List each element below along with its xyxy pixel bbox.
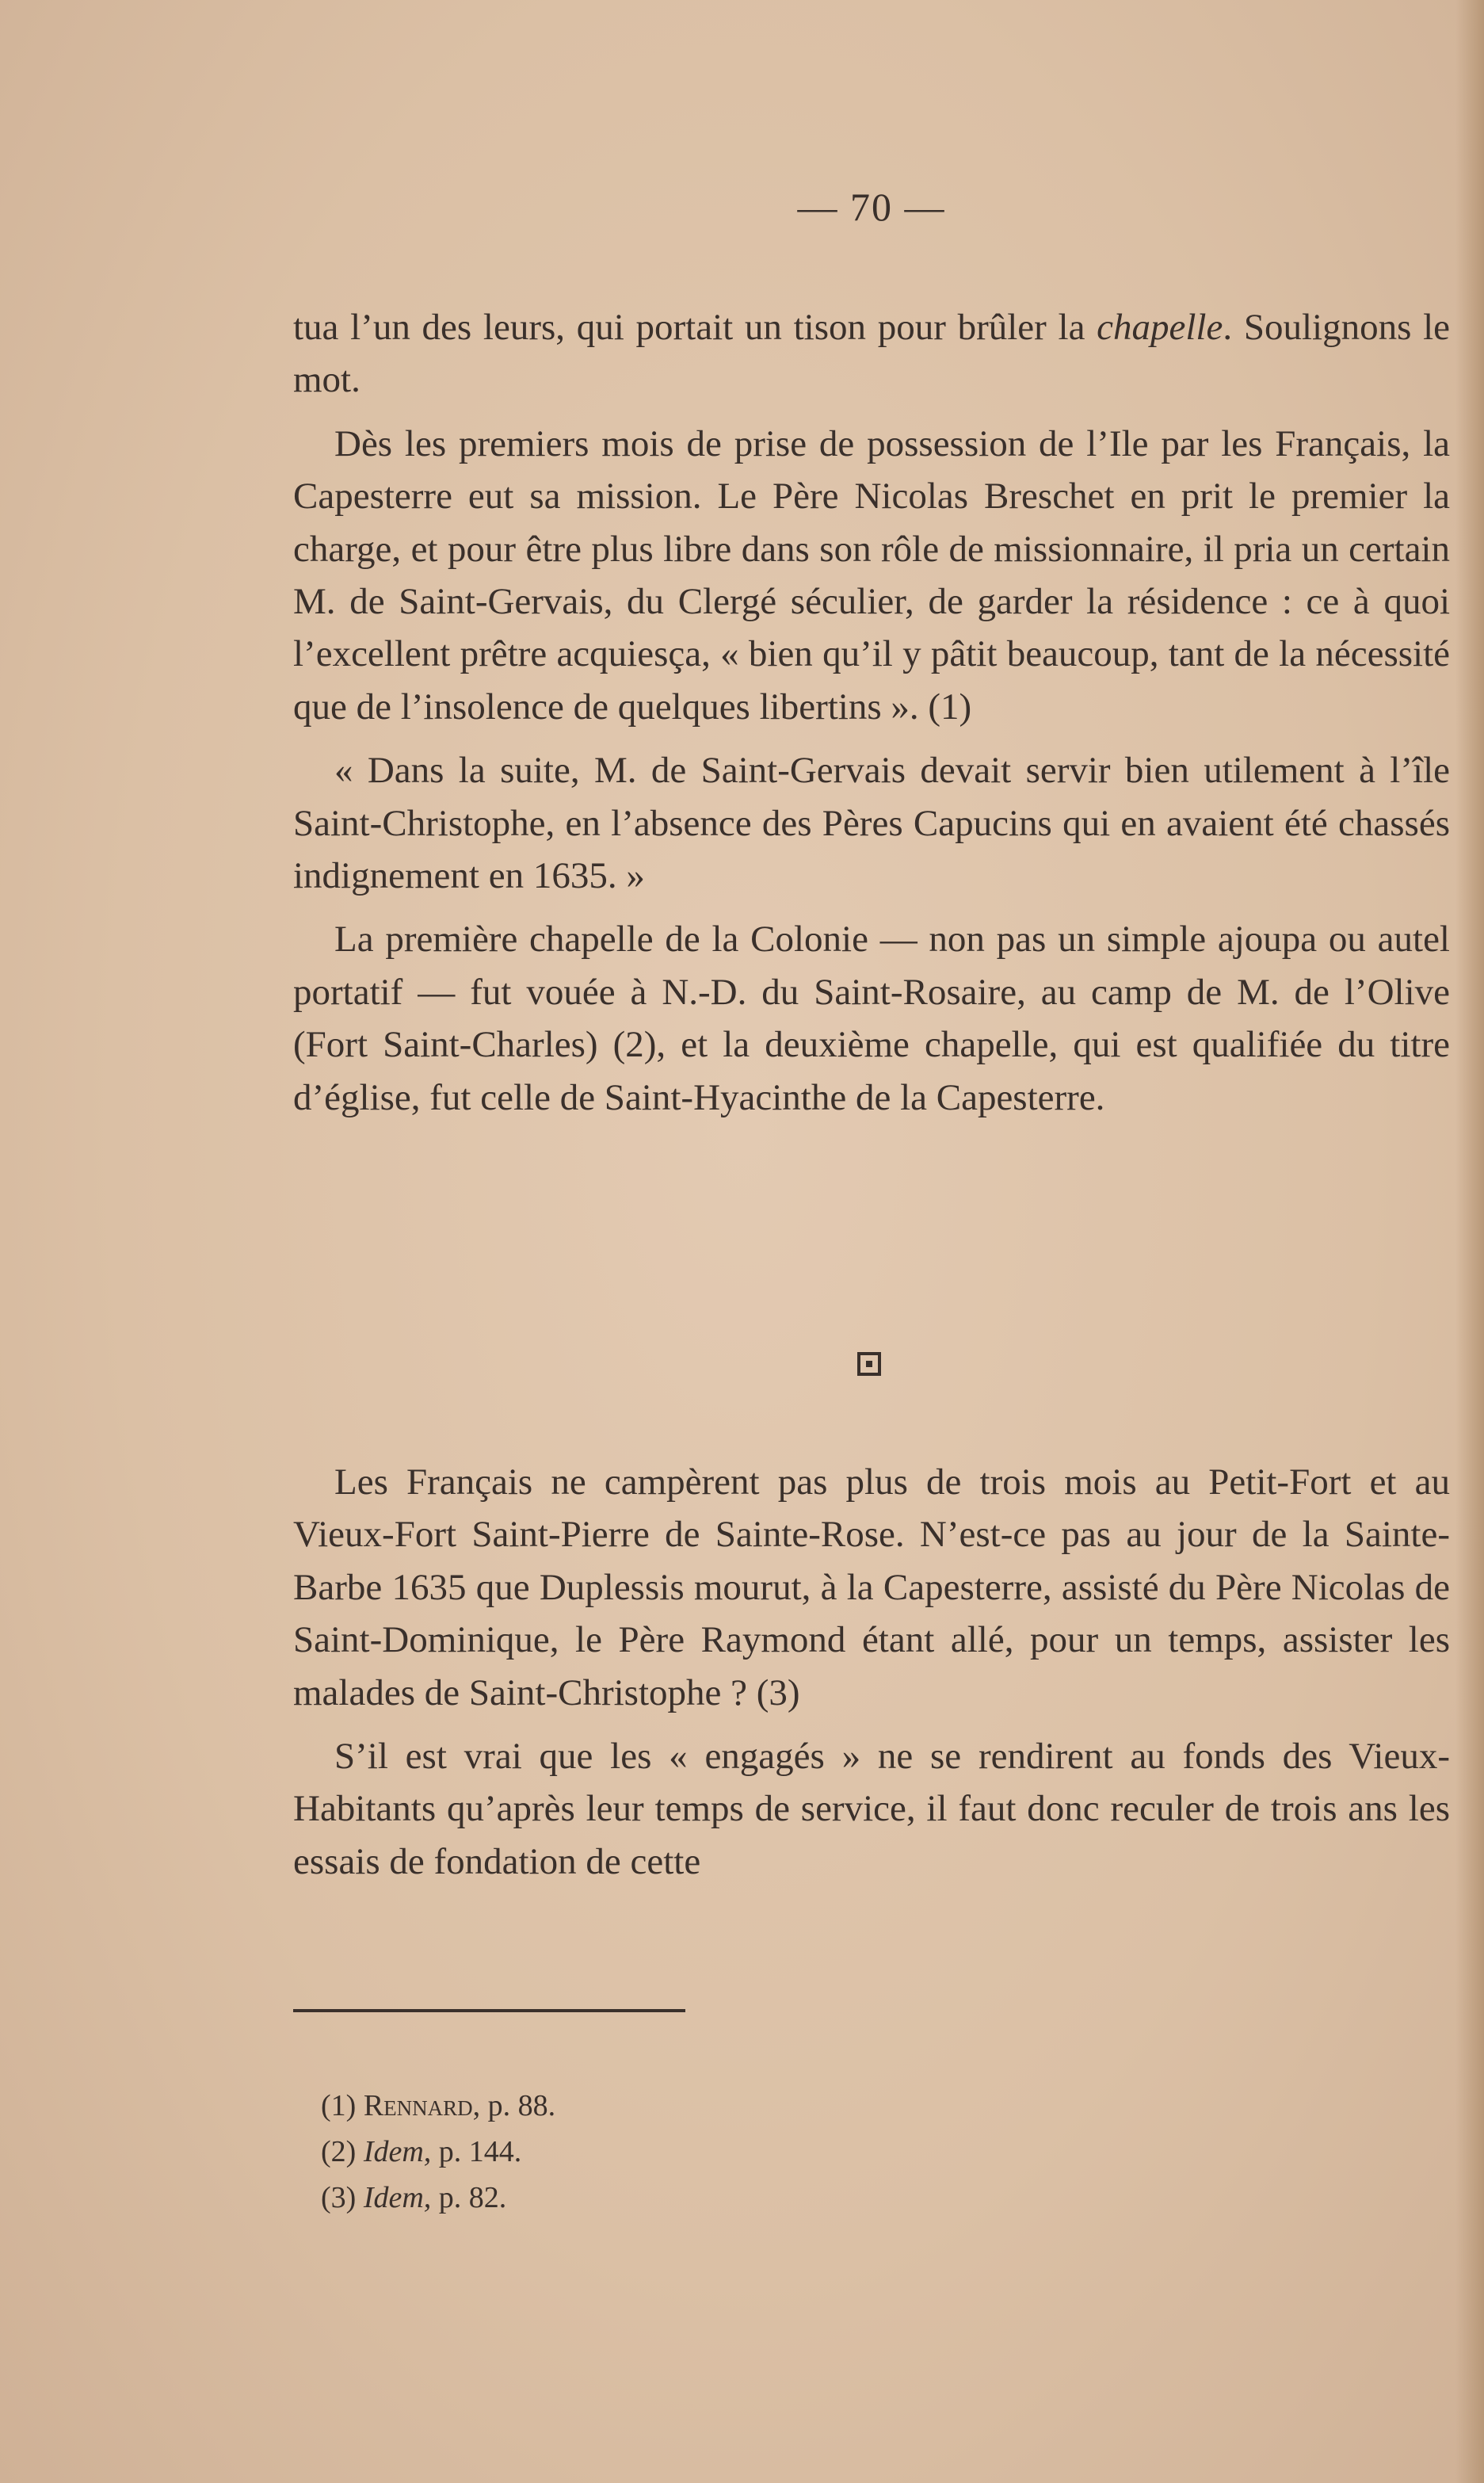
footnote-ref: , p. 88.	[472, 2089, 556, 2122]
text-section-1	[293, 301, 1450, 1135]
text-section-2	[293, 1456, 1450, 1899]
footnote-ref: p. 144.	[431, 2135, 522, 2168]
footnote-number: (3)	[321, 2181, 357, 2214]
footnote	[321, 2129, 555, 2175]
footnote-source: Rennard	[363, 2089, 473, 2122]
footnote-source: Idem,	[363, 2135, 432, 2168]
section-separator-icon	[857, 1352, 881, 1376]
paragraph	[293, 301, 1450, 407]
page-number: — 70 —	[797, 185, 946, 229]
footnote-source: Idem,	[363, 2181, 432, 2214]
footnote	[321, 2175, 555, 2221]
emphasized-word: chapelle	[1097, 307, 1223, 348]
footnote-rule	[293, 2009, 685, 2012]
paragraph: Dès les premiers mois de prise de possession de l’Ile par les Français, la Capesterre eut sa mission. Le Père Nicolas Breschet en prit le premier la charge, et pour être plus libre dans son rôle de missionnaire, il pria un certain M. de Saint-Gervais, du Clergé séculier, de garder la résidence : ce à quoi l’excellent prêtre acquiesça, « bien qu’il y pâtit beaucoup, tant de la nécessité que de l’insolence de quelques libertins ». (1)	[293, 422, 1450, 728]
paragraph-text: tua l’un des leurs, qui portait un tison pour brûler la	[293, 307, 1097, 348]
paragraph: S’il est vrai que les « engagés » ne se rendirent au fonds des Vieux-Habitants qu’après leur temps de service, il faut donc reculer de trois ans les essais de fondation de cette	[293, 1736, 1450, 1882]
footnotes	[321, 2083, 555, 2221]
page-edge-shadow	[1455, 0, 1484, 2483]
paragraph: La première chapelle de la Colonie — non pas un simple ajoupa ou autel portatif — fut vouée à N.-D. du Saint-Rosaire, au camp de M. de l’Olive (Fort Saint-Charles) (2), et la deuxième chapelle, qui est qualifiée du titre d’église, fut celle de Saint-Hyacinthe de la Capesterre.	[293, 919, 1450, 1118]
footnote-ref: p. 82.	[431, 2181, 507, 2214]
footnote-number: (1)	[321, 2089, 357, 2122]
paragraph-text: . Soulignons le mot.	[293, 307, 1450, 401]
footnote	[321, 2083, 555, 2129]
paragraph: Les Français ne campèrent pas plus de trois mois au Petit-Fort et au Vieux-Fort Saint-Pierre de Sainte-Rose. N’est-ce pas au jour de la Sainte-Barbe 1635 que Duplessis mourut, à la Capesterre, assisté du Père Nicolas de Saint-Dominique, le Père Raymond étant allé, pour un temps, assister les malades de Saint-Christophe ? (3)	[293, 1461, 1450, 1713]
footnote-number: (2)	[321, 2135, 357, 2168]
paragraph: « Dans la suite, M. de Saint-Gervais devait servir bien utilement à l’île Saint-Christophe, en l’absence des Pères Capucins qui en avaient été chassés indignement en 1635. »	[293, 750, 1450, 897]
